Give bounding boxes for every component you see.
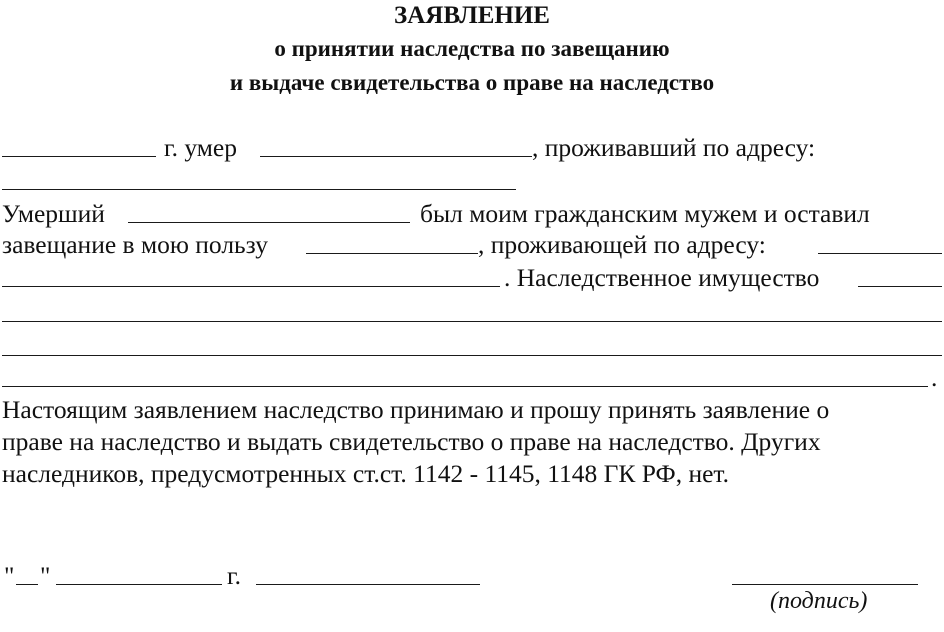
year-suffix: г. [227,561,241,590]
statement-line-3: наследников, предусмотренных ст.ст. 1142 - 1145, 1148 ГК РФ, нет. [2,459,730,488]
signature-caption: (подпись) [770,588,868,614]
deceased-label: Умерший [2,199,105,228]
address-label: , проживавший по адресу: [532,133,816,162]
estate-blank-line-1[interactable] [2,321,942,322]
estate-blank-line-3[interactable] [2,386,928,387]
day-blank[interactable] [16,584,38,585]
document-title: ЗАЯВЛЕНИЕ [394,2,550,29]
date-close-quote: " [40,561,51,590]
deceased-address-blank[interactable] [2,189,516,190]
estate-blank-line-2[interactable] [2,355,942,356]
deceased-fullname-blank[interactable] [128,222,410,223]
heir-name-blank[interactable] [306,253,478,254]
date-open-quote: " [4,561,15,590]
residing-label: , проживающей по адресу: [478,230,766,259]
died-label: г. умер [164,133,237,162]
signature-blank[interactable] [732,584,918,585]
relation-text: был моим гражданским мужем и оставил [420,199,870,228]
statement-line-2: праве на наследство и выдать свидетельство о праве на наследство. Других [2,427,821,456]
estate-blank-start[interactable] [858,286,942,287]
death-date-blank[interactable] [2,156,156,157]
will-label: завещание в мою пользу [2,230,268,259]
heir-address-blank-end[interactable] [2,286,500,287]
month-blank[interactable] [56,584,222,585]
name-blank[interactable] [256,584,480,585]
statement-line-1: Настоящим заявлением наследство принимаю и прошу принять заявление о [2,395,830,424]
deceased-name-blank[interactable] [260,156,532,157]
estate-label: . Наследственное имущество [504,263,820,292]
document-subtitle-1: о принятии наследства по завещанию [274,36,670,61]
end-period: . [931,363,938,392]
heir-address-blank-start[interactable] [818,253,942,254]
document-subtitle-2: и выдаче свидетельства о праве на наследство [229,70,715,95]
